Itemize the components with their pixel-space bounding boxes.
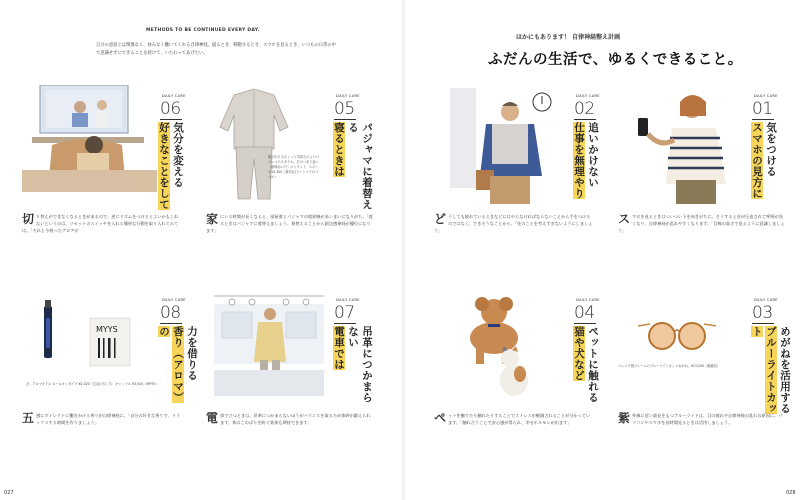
item-06-body xyxy=(22,213,182,271)
item-05-body-initial: 家 xyxy=(206,213,219,226)
item-01-title xyxy=(750,122,778,214)
item-03-label: DAILY CARE xyxy=(754,298,778,302)
left-page-number: 027 xyxy=(4,490,14,496)
item-05-rule xyxy=(334,119,356,120)
right-page-number: 028 xyxy=(786,490,796,496)
item-05-title-line-1: 寝るときは xyxy=(333,122,345,177)
item-03-title xyxy=(750,326,792,416)
item-05-title xyxy=(332,122,374,214)
item-01-title-line-2: 気をつける xyxy=(765,122,777,177)
item-01-number: 01 xyxy=(752,99,773,119)
item-06-rule xyxy=(160,119,182,120)
smartphone-illustration xyxy=(622,88,732,206)
item-02-body xyxy=(434,213,594,271)
item-03-title-line-1: ブルーライトカット xyxy=(751,326,777,414)
glasses-illustration xyxy=(636,316,718,356)
item-01-title-line-1: スマホの見方に xyxy=(751,122,763,199)
item-05-body-text: にいる時間が長くなると、部屋着とパジャマの境界線があいまいになりがち。「寝るときはパジャマに着替えましょう。着替えることから副交感神経が優位になります」 xyxy=(206,214,373,233)
item-08-caption: 左：アロマオイル ロールオンタイプ ¥2,420（生活の木）右：キャンドル ¥3,520（MYYS） xyxy=(26,382,159,386)
item-04-body-initial: ペ xyxy=(434,412,447,425)
item-02-title-line-1: 仕事を無理やり xyxy=(573,122,585,199)
item-02-title-line-2: 追いかけない xyxy=(587,122,599,188)
item-02-label: DAILY CARE xyxy=(576,94,600,98)
item-05-caption: 肌ざわりもちょっと気持ちのよいパジャマのスタイル。そのつまり良い（意味めいた）ジャケット、スボン￥15,300（遊歩社/ファンベイのラベル） xyxy=(268,155,319,179)
item-07-title-line-1: 電車では xyxy=(333,326,345,370)
item-04-number: 04 xyxy=(574,303,595,323)
item-06-title xyxy=(157,122,185,222)
tv-illustration xyxy=(22,85,157,195)
item-02-title xyxy=(572,122,600,212)
item-08-body xyxy=(22,412,182,468)
item-01-rule xyxy=(752,119,774,120)
item-07-body xyxy=(206,412,374,468)
item-07-label: DAILY CARE xyxy=(336,298,360,302)
item-07-rule xyxy=(334,323,356,324)
item-07-number: 07 xyxy=(334,303,355,323)
item-04-body-text: ットを撫でたり触れたりすることでストレスが軽減されることが分かっています。「触れ合うことで安心感が得られ、幸せホルモンが出ます」 xyxy=(448,413,591,425)
item-01-body-initial: ス xyxy=(618,213,631,226)
item-01-label: DAILY CARE xyxy=(754,94,778,98)
item-06-body-initial: 切 xyxy=(22,213,35,226)
item-06-title-line-2: 気分を変える xyxy=(172,122,184,188)
item-08-title xyxy=(157,326,199,406)
item-04-body xyxy=(434,412,594,468)
right-kicker: ほかにもあります！ 自律神経整え計画 xyxy=(516,34,621,41)
item-01-body xyxy=(618,213,786,271)
right-headline: ふだんの生活で、ゆるくできること。 xyxy=(488,52,743,68)
item-04-rule xyxy=(574,323,596,324)
item-07-body-initial: 電 xyxy=(206,412,219,425)
item-08-label: DAILY CARE xyxy=(162,298,186,302)
item-06-title-line-1: 好きなことをして xyxy=(158,122,170,210)
item-06-body-text: り替えができなくなるときがあるので、逆にリズムをつけるとよいかもしれないというのは、リセットのスイッチを入れる簡単な行動を取り入れてみては。「それと今持ったブロアが xyxy=(22,214,179,233)
item-04-title-line-2: ペットに触れる xyxy=(587,326,599,403)
item-01-body-text: マホを見るときはついつい下を向きがちに。そうすると首が圧迫されて呼吸が浅くなり、自律神経が乱れやすくなります。「目線の高さで見るように意識しましょう」 xyxy=(618,214,785,233)
item-03-caption: ベッコウ柄フレームのブルーライトカットめがね。¥13,200（眼鏡店） xyxy=(618,364,720,368)
page-gutter xyxy=(402,0,405,500)
item-05-number: 05 xyxy=(334,99,355,119)
item-04-title xyxy=(572,326,600,406)
item-06-number: 06 xyxy=(160,99,181,119)
aroma-products-illustration xyxy=(38,300,138,380)
item-02-number: 02 xyxy=(574,99,595,119)
left-header-label: METHODS TO BE CONTINUED EVERY DAY. xyxy=(146,28,260,33)
svg-text:MYYS: MYYS xyxy=(96,325,118,334)
pajama-illustration xyxy=(214,87,294,202)
item-07-body-text: 車で立つときは、吊革につかまらないほうがバランスを取るため体幹が鍛えられます。体のこわばりを防ぐ効果も期待できます。 xyxy=(220,413,371,425)
item-08-title-line-1: 香り（アロマ）の xyxy=(158,326,184,403)
item-08-rule xyxy=(160,323,182,324)
item-08-body-initial: 五 xyxy=(22,412,35,425)
item-03-rule xyxy=(752,323,774,324)
item-03-title-line-2: めがねを活用する xyxy=(779,326,791,414)
item-08-title-line-2: 力を借りる xyxy=(186,326,198,381)
work-illustration xyxy=(450,88,560,206)
left-intro: 自分の意思とは関係なく、休みなく働いてくれる自律神経。寝るとき、移動するとき、スマホを見るとき、いつもの日常の中で意識せずにできることを続けて、いたわってあげたい。 xyxy=(96,43,336,56)
item-05-label: DAILY CARE xyxy=(336,94,360,98)
item-05-title-line-2: パジャマに着替える xyxy=(347,122,373,210)
train-illustration xyxy=(214,292,324,396)
item-03-body-initial: 紫 xyxy=(618,412,631,425)
item-02-body-initial: ど xyxy=(434,213,447,226)
item-06-label: DAILY CARE xyxy=(162,94,186,98)
item-03-number: 03 xyxy=(752,303,773,323)
item-04-title-line-1: 猫や犬など xyxy=(573,326,585,381)
item-08-number: 08 xyxy=(160,303,181,323)
item-03-body-text: 外線に近い波長をもつブルーライトは、目の疲れや自律神経の乱れの原因に。パソコンやスマホを長時間見るときは活用しましょう。 xyxy=(632,413,783,425)
pets-illustration xyxy=(448,290,558,400)
item-02-rule xyxy=(574,119,596,120)
item-08-body-text: 感にダイレクトに働きかける香りが自律神経に。「自分の好きな香りで、リラックスする時間を作りましょう」 xyxy=(36,413,181,425)
item-07-title-line-2: 吊革につかまらない xyxy=(347,326,373,403)
item-03-body xyxy=(618,412,786,468)
item-07-title xyxy=(332,326,374,406)
item-05-body xyxy=(206,213,374,271)
item-02-body-text: うしても疲れているときなどにはやらなければならないことから手をつけるのではなく、できそうなことから。「先のことを考えすぎないようにしましょう」 xyxy=(434,214,593,233)
item-04-label: DAILY CARE xyxy=(576,298,600,302)
